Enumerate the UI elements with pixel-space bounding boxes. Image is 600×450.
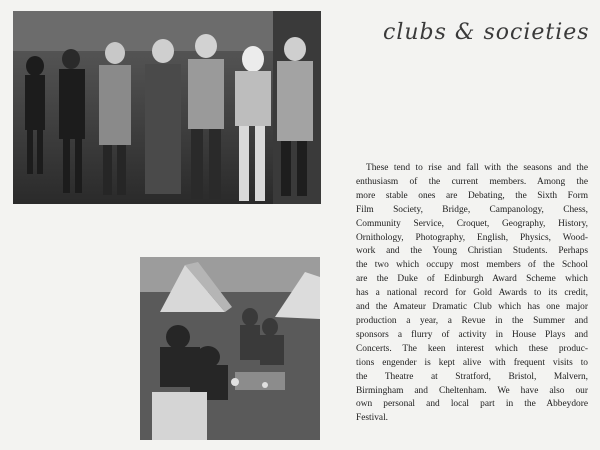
body-line: Festival.	[356, 413, 389, 424]
body-line: own personal and local part in the Abbeydore	[356, 399, 588, 410]
body-line: enthusiasm of the current members. Among the	[356, 176, 588, 187]
body-line: production a year, a Revue in the Summer and	[356, 315, 588, 326]
body-line: has a national record for Gold Awards to its credit,	[356, 288, 588, 299]
body-line: are the Duke of Edinburgh Award Scheme which	[356, 274, 588, 285]
body-line: Ornithology, Photography, English, Physics, Wood-	[356, 232, 588, 243]
body-line: the two which occupy most members of the School	[356, 260, 588, 271]
body-line: tions engender is kept alive with frequent visits to	[356, 357, 588, 368]
body-line: Birmingham and Cheltenham. We have also our	[356, 385, 588, 396]
body-line: Community Service, Croquet, Geography, History,	[356, 218, 588, 229]
camping-image	[140, 257, 320, 440]
body-line: These tend to rise and fall with the seasons and the	[366, 163, 588, 173]
body-line: Concerts. The keen interest which these produc-	[356, 343, 588, 354]
costume-dance-image	[13, 11, 321, 204]
body-line: Film Society, Bridge, Campanology, Chess,	[356, 204, 588, 215]
body-line: and the Amateur Dramatic Club which has one major	[356, 302, 588, 313]
body-line: work and the Young Christian Students. Perhaps	[356, 246, 588, 257]
camping-photo	[140, 257, 320, 440]
page-title: clubs & societies	[383, 20, 590, 45]
costume-dance-photo	[13, 11, 321, 204]
body-line: the Theatre at Stratford, Bristol, Malvern,	[356, 371, 588, 382]
body-line: sponsors a flurry of activity in House Plays and	[356, 329, 588, 340]
article-body	[356, 162, 588, 426]
body-line: more stable ones are Debating, the Sixth Form	[356, 190, 588, 201]
